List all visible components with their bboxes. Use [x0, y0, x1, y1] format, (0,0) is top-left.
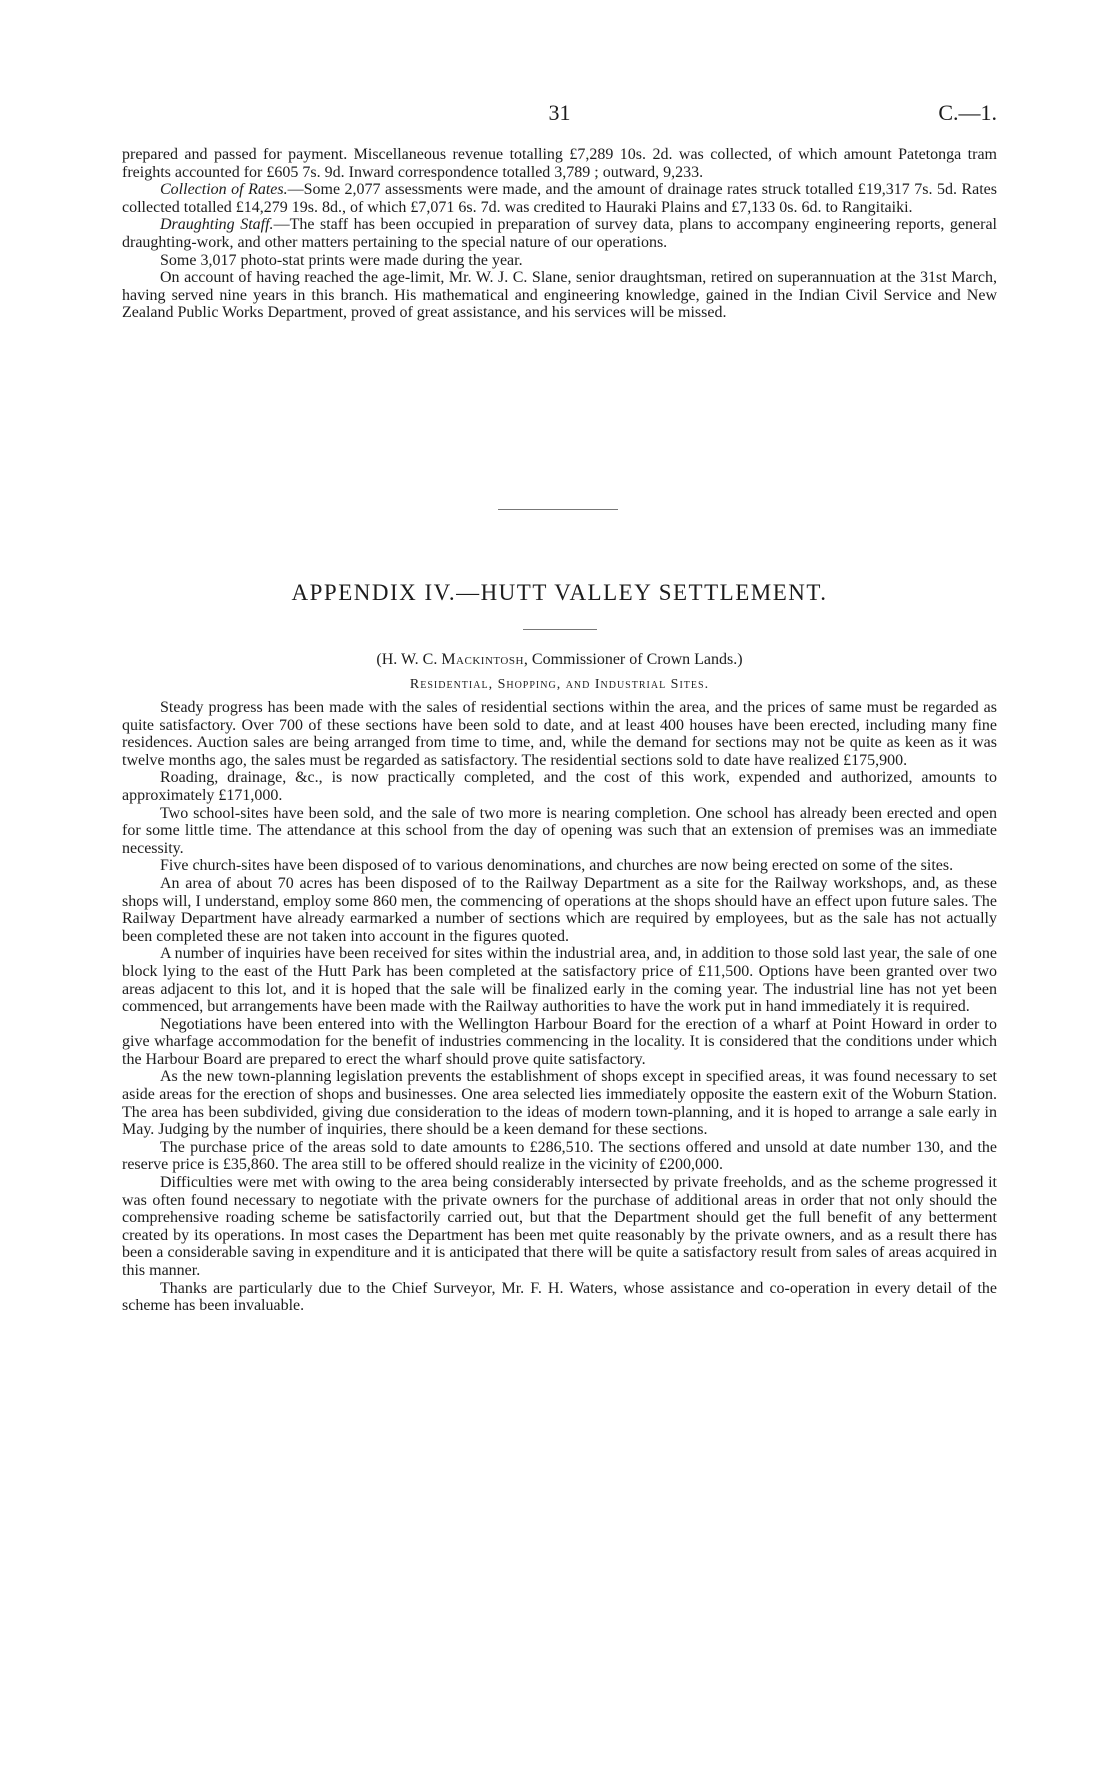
- author-name: Mackintosh: [441, 651, 524, 668]
- page-number: 31: [548, 100, 571, 125]
- paragraph: Steady progress has been made with the sales of residential sections within the area, and the prices of same must be regarded as quite satisfactory. Over 700 of these sections have been sold to date, and at least 400 houses have been erected, including many fine residences. Auction sales are being arranged from time to time, and, while the demand for sections may not be quite as keen as it was twelve months ago, the sales must be regarded as satisfactory. The residential sections sold to date have realized £175,900.: [122, 699, 997, 769]
- paragraph: Roading, drainage, &c., is now practically completed, and the cost of this work, expended and authorized, amounts to approximately £171,000.: [122, 769, 997, 804]
- paragraph: prepared and passed for payment. Miscellaneous revenue totalling £7,289 10s. 2d. was collected, of which amount Patetonga tram freights accounted for £605 7s. 9d. Inward correspondence totalled 3,789 ; outward, 9,233.: [122, 146, 997, 181]
- section-subheading: Residential, Shopping, and Industrial Sites.: [409, 677, 710, 692]
- intro-text: [122, 146, 997, 322]
- paragraph: Five church-sites have been disposed of to various denominations, and churches are now being erected on some of the sites.: [160, 857, 954, 875]
- appendix-author: (H. W. C. Mackintosh, Commissioner of Crown Lands.): [376, 651, 743, 668]
- section-divider: [498, 509, 618, 510]
- appendix-body: [122, 699, 997, 1315]
- paragraph: Negotiations have been entered into with the Wellington Harbour Board for the erection of a wharf at Point Howard in order to give wharfage accommodation for the benefit of industries commencing in the locality. It is considered that the conditions under which the Harbour Board are prepared to erect the wharf should prove quite satisfactory.: [122, 1015, 997, 1068]
- appendix-title: APPENDIX IV.—HUTT VALLEY SETTLEMENT.: [291, 580, 828, 605]
- paragraph-draughting-staff: Draughting Staff.—The staff has been occupied in preparation of survey data, plans to accompany engineering reports, general draughting-work, and other matters pertaining to the special nature of our operations.: [122, 216, 998, 251]
- page-header: [122, 100, 997, 130]
- paragraph: On account of having reached the age-limit, Mr. W. J. C. Slane, senior draughtsman, retired on superannuation at the 31st March, having served nine years in this branch. His mathematical and engineering knowledge, gained in the Indian Civil Service and New Zealand Public Works Department, proved of great assistance, and his services will be missed.: [122, 269, 997, 322]
- paragraph: An area of about 70 acres has been disposed of to the Railway Department as a site for the Railway workshops, and, as these shops will, I understand, employ some 860 men, the commencing of operations at the shops should have an effect upon future sales. The Railway Department have already earmarked a number of sections which are required by employees, but as the sale has not actually been completed these are not taken into account in the figures quoted.: [122, 874, 997, 945]
- paragraph: As the new town-planning legislation prevents the establishment of shops except in specified areas, it was found necessary to set aside areas for the erection of shops and businesses. One area selected lies immediately opposite the eastern exit of the Woburn Station. The area has been subdivided, giving due consideration to the ideas of modern town-planning, and it is hoped to arrange a sale early in May. Judging by the number of inquiries, there should be a keen demand for these sections.: [122, 1068, 997, 1139]
- paragraph-lead: Collection of Rates.: [160, 181, 288, 199]
- paragraph: Some 3,017 photo-stat prints were made during the year.: [160, 251, 523, 269]
- document-reference: C.—1.: [938, 100, 997, 125]
- title-divider: [523, 629, 597, 630]
- paragraph-collection-of-rates: Collection of Rates.—Some 2,077 assessments were made, and the amount of drainage rates struck totalled £19,317 7s. 5d. Rates collected totalled £14,279 19s. 8d., of which £7,071 6s. 7d. was credited to Hauraki Plains and £7,133 0s. 6d. to Rangitaiki.: [122, 181, 997, 216]
- paragraph: A number of inquiries have been received for sites within the industrial area, and, in addition to those sold last year, the sale of one block lying to the east of the Hutt Park has been completed at the satisfactory price of £11,500. Options have been granted over two areas adjacent to this lot, and it is hoped that the sale will be finalized early in the coming year. The industrial line has not yet been commenced, but arrangements have been made with the Railway authorities to have the work put in hand immediately it is required.: [122, 945, 997, 1016]
- paragraph: Thanks are particularly due to the Chief Surveyor, Mr. F. H. Waters, whose assistance and co-operation in every detail of the scheme has been invaluable.: [122, 1279, 997, 1315]
- paragraph: Two school-sites have been sold, and the sale of two more is nearing completion. One school has already been erected and open for some little time. The attendance at this school from the day of opening was such that an extension of premises was an immediate necessity.: [122, 804, 997, 857]
- paragraph: Difficulties were met with owing to the area being considerably intersected by private freeholds, and as the scheme progressed it was often found necessary to negotiate with the private owners for the purchase of additional areas in order that not only should the comprehensive roading scheme be satisfactorily carried out, but that the Department should get the full benefit of any betterment created by its operations. In most cases the Department has been met quite reasonably by the private owners, and as a result there has been a considerable saving in expenditure and it is anticipated that there will be quite a satisfactory result from sales of areas acquired in this manner.: [122, 1174, 997, 1279]
- paragraph-lead: Draughting Staff.: [160, 216, 274, 234]
- paragraph: The purchase price of the areas sold to date amounts to £286,510. The sections offered and unsold at date number 130, and the reserve price is £35,860. The area still to be offered should realize in the vicinity of £200,000.: [122, 1138, 997, 1174]
